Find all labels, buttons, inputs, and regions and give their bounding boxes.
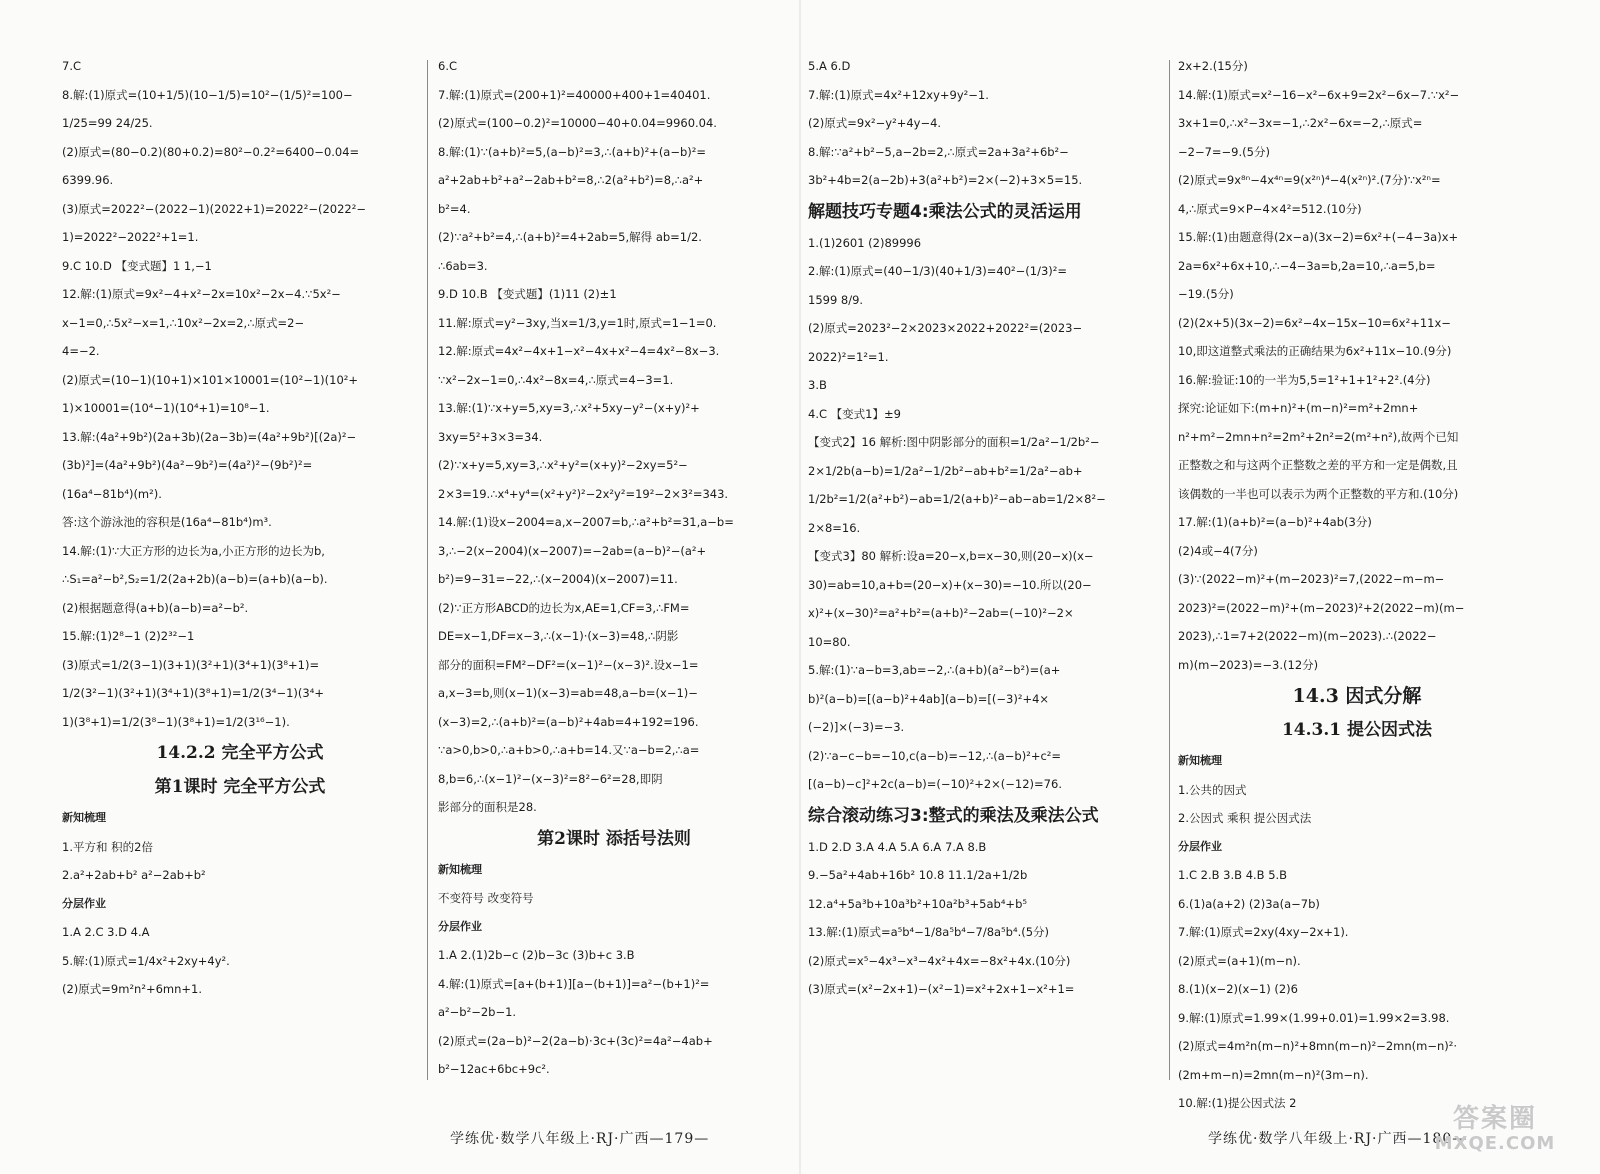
answer-line: (2)∵正方形ABCD的边长为x,AE=1,CF=3,∴FM= [438, 600, 690, 615]
answer-line: (2)原式=(80−0.2)(80+0.2)=80²−0.2²=6400−0.04= [62, 144, 360, 159]
answer-line: (2)原式=(10−1)(10+1)×101×10001=(10²−1)(10²+ [62, 372, 359, 387]
answer-line: 7.C [62, 59, 82, 73]
answer-line: 5.解:(1)原式=1/4x²+2xy+4y². [62, 953, 230, 968]
answer-line: 13.解:(4a²+9b²)(2a+3b)(2a−3b)=(4a²+9b²)[(2a)²− [62, 429, 357, 444]
answer-line: b²=4. [438, 201, 471, 216]
watermark-url: MXQE.COM [1434, 1133, 1556, 1154]
answer-line: (2)∵a²+b²=4,∴(a+b)²=4+2ab=5,解得 ab=1/2. [438, 230, 702, 244]
answer-line: 1/2b²=1/2(a²+b²)−ab=1/2(a+b)²−ab−ab=1/2×8²− [808, 492, 1106, 506]
answer-line: 14.解:(1)原式=x²−16−x²−6x+9=2x²−6x−7.∵x²− [1178, 87, 1460, 102]
answer-line: (3)原式=1/2(3−1)(3+1)(3²+1)(3⁴+1)(3⁸+1)= [62, 657, 320, 672]
section-label: 分层作业 [438, 919, 482, 933]
answer-line: a,x−3=b,则(x−1)(x−3)=ab=48,a−b=(x−1)− [438, 686, 698, 700]
answer-line: 1.公共的因式 [1178, 782, 1247, 797]
answer-line: 10.解:(1)提公因式法 2 [1178, 1096, 1297, 1110]
section-label: 新知梳理 [438, 862, 482, 876]
answer-line: (2)∵x+y=5,xy=3,∴x²+y²=(x+y)²−2xy=5²− [438, 458, 688, 472]
answer-line: 15.解:(1)由题意得(2x−a)(3x−2)=6x²+(−4−3a)x+ [1178, 230, 1459, 244]
answer-line: 1)=2022²−2022²+1=1. [62, 230, 199, 244]
answer-line: 10=80. [808, 634, 851, 649]
answer-line: 正整数之和与这两个正整数之差的平方和一定是偶数,且 [1178, 458, 1458, 472]
answer-line: 7.解:(1)原式=2xy(4xy−2x+1). [1178, 925, 1349, 939]
answer-line: 8.解:∵a²+b²−5,a−2b=2,∴原式=2a+3a²+6b²− [808, 144, 1069, 159]
answer-column-2 [438, 52, 790, 1102]
answer-line: 2×1/2b(a−b)=1/2a²−1/2b²−ab+b²=1/2a²−ab+ [808, 463, 1083, 478]
section-label: 新知梳理 [1178, 754, 1222, 767]
answer-line: 3b²+4b=2(a−2b)+3(a²+b²)=2×(−2)+3×5=15. [808, 173, 1083, 187]
answer-line: 探究:论证如下:(m+n)²+(m−n)²=m²+2mn+ [1178, 401, 1419, 415]
answer-line: 1)×10001=(10⁴−1)(10⁴+1)=10⁸−1. [62, 401, 270, 415]
answer-line: (3)原式=2022²−(2022−1)(2022+1)=2022²−(2022²− [62, 201, 366, 216]
answer-line: DE=x−1,DF=x−3,∴(x−1)·(x−3)=48,∴阴影 [438, 629, 679, 643]
answer-line: 11.解:原式=y²−3xy,当x=1/3,y=1时,原式=1−1=0. [438, 315, 717, 330]
answer-line: 1.(1)2601 (2)89996 [808, 235, 922, 250]
answer-line: 7.解:(1)原式=4x²+12xy+9y²−1. [808, 87, 989, 102]
answer-line: ∴6ab=3. [438, 258, 488, 273]
section-label: 分层作业 [62, 896, 106, 910]
answer-line: 6.(1)a(a+2) (2)3a(a−7b) [1178, 896, 1320, 911]
answer-line: 30)=ab=10,a+b=(20−x)+(x−30)=−10.所以(20− [808, 577, 1092, 592]
section-heading: 14.3.1 提公因式法 [1281, 720, 1433, 740]
page-footer-left: 学练优·数学八年级上·RJ·广西—179— [450, 1131, 710, 1147]
answer-line: (2)原式=(a+1)(m−n). [1178, 953, 1301, 968]
answer-line: a²+2ab+b²+a²−2ab+b²=8,∴2(a²+b²)=8,∴a²+ [438, 173, 704, 187]
answer-line: 1599 8/9. [808, 292, 864, 307]
answer-line: 1.A 2.C 3.D 4.A [62, 925, 150, 939]
watermark-text: 答案圈 [1452, 1104, 1537, 1134]
answer-line: 1.平方和 积的2倍 [62, 839, 153, 854]
answer-line: x)²+(x−30)²=a²+b²=(a+b)²−2ab=(−10)²−2× [808, 606, 1074, 620]
answer-line: 1.C 2.B 3.B 4.B 5.B [1178, 868, 1288, 882]
answer-line: 2a=6x²+6x+10,∴−4−3a=b,2a=10,∴a=5,b= [1178, 258, 1436, 273]
answer-line: b)²(a−b)=[(a−b)²+4ab](a−b)=[(−3)²+4× [808, 691, 1050, 706]
answer-line: 1/25=99 24/25. [62, 116, 153, 130]
answer-line: 8.(1)(x−2)(x−1) (2)6 [1178, 982, 1298, 996]
answer-line: 4,∴原式=9×P−4×4²=512.(10分) [1178, 201, 1362, 216]
answer-line: (2m+m−n)=2mn(m−n)²(3m−n). [1178, 1067, 1369, 1082]
special-topic-heading: 解题技巧专题4:乘法公式的灵活运用 [808, 201, 1082, 222]
answer-line: 9.C 10.D 【变式题】1 1,−1 [62, 258, 212, 273]
column-divider [1169, 60, 1170, 1080]
section-heading: 14.3 因式分解 [1292, 685, 1422, 707]
answer-line: (2)原式=9x⁸ⁿ−4x⁴ⁿ=9(x²ⁿ)⁴−4(x²ⁿ)².(7分)∵x²ⁿ= [1178, 173, 1441, 187]
answer-line: 【变式2】16 解析:图中阴影部分的面积=1/2a²−1/2b²− [808, 435, 1100, 449]
answer-column-3 [808, 52, 1164, 1102]
answer-line: 【变式3】80 解析:设a=20−x,b=x−30,则(20−x)(x− [808, 549, 1094, 563]
answer-line: 3x+1=0,∴x²−3x=−1,∴2x²−6x=−2,∴原式= [1178, 116, 1423, 130]
answer-line: 14.解:(1)∵大正方形的边长为a,小正方形的边长为b, [62, 543, 325, 558]
answer-line: 8.解:(1)∵(a+b)²=5,(a−b)²=3,∴(a+b)²+(a−b)²= [438, 144, 707, 159]
answer-line: 9.D 10.B 【变式题】(1)11 (2)±1 [438, 287, 617, 301]
answer-line: (2)原式=(2a−b)²−2(2a−b)·3c+(3c)²=4a²−4ab+ [438, 1033, 713, 1048]
column-divider [427, 60, 428, 1080]
answer-line: 2022)²=1²=1. [808, 349, 889, 364]
answer-line: 部分的面积=FM²−DF²=(x−1)²−(x−3)².设x−1= [438, 657, 699, 672]
answer-line: 4.解:(1)原式=[a+(b+1)][a−(b+1)]=a²−(b+1)²= [438, 976, 710, 991]
answer-line: ∴S₁=a²−b²,S₂=1/2(2a+2b)(a−b)=(a+b)(a−b). [62, 572, 328, 586]
answer-line: (2)4或−4(7分) [1178, 543, 1258, 558]
answer-line: 2×3=19.∴x⁴+y⁴=(x²+y²)²−2x²y²=19²−2×3²=343. [438, 486, 729, 501]
page-footer-right: 学练优·数学八年级上·RJ·广西—180— [1208, 1131, 1468, 1147]
answer-line: (2)原式=9m²n²+6mn+1. [62, 982, 203, 996]
answer-line: (2)原式=2023²−2×2023×2022+2022²=(2023− [808, 321, 1083, 335]
answer-line: 6399.96. [62, 173, 114, 187]
section-label: 分层作业 [1178, 839, 1222, 853]
answer-line: ∵x²−2x−1=0,∴4x²−8x=4,∴原式=4−3=1. [438, 372, 674, 387]
answer-column-4 [1178, 52, 1536, 1110]
watermark-logo [1420, 1104, 1570, 1154]
answer-line: 9.解:(1)原式=1.99×(1.99+0.01)=1.99×2=3.98. [1178, 1010, 1450, 1025]
answer-line: 1.A 2.(1)2b−c (2)b−3c (3)b+c 3.B [438, 948, 635, 962]
answer-line: 2×8=16. [808, 520, 861, 535]
answer-line: 影部分的面积是28. [438, 800, 537, 814]
answer-line: (3)∵(2022−m)²+(m−2023)²=7,(2022−m−m− [1178, 572, 1445, 586]
answer-line: 10,即这道整式乘法的正确结果为6x²+11x−10.(9分) [1178, 344, 1452, 358]
answer-line: 2x+2.(15分) [1178, 59, 1248, 73]
answer-line: 15.解:(1)2⁸−1 (2)2³²−1 [62, 629, 195, 643]
answer-line: 8.解:(1)原式=(10+1/5)(10−1/5)=10²−(1/5)²=100− [62, 87, 353, 102]
answer-line: 2023),∴1=7+2(2022−m)(m−2023).∴(2022− [1178, 629, 1437, 643]
answer-line: 2023)²=(2022−m)²+(m−2023)²+2(2022−m)(m− [1178, 600, 1465, 615]
answer-line: −19.(5分) [1178, 287, 1234, 301]
section-label: 新知梳理 [62, 811, 106, 824]
answer-line: a²−b²−2b−1. [438, 1005, 517, 1019]
answer-line: 3,∴−2(x−2004)(x−2007)=−2ab=(a−b)²−(a²+ [438, 543, 707, 558]
answer-line: 4=−2. [62, 344, 100, 358]
answer-line: 1.D 2.D 3.A 4.A 5.A 6.A 7.A 8.B [808, 839, 987, 854]
answer-line: 3xy=5²+3×3=34. [438, 429, 543, 444]
answer-line: 14.解:(1)设x−2004=a,x−2007=b,∴a²+b²=31,a−b= [438, 515, 734, 529]
answer-line: 答:这个游泳池的容积是(16a⁴−81b⁴)m³. [62, 515, 272, 529]
answer-line: (16a⁴−81b⁴)(m²). [62, 486, 162, 501]
answer-line: (x−3)=2,∴(a+b)²=(a−b)²+4ab=4+192=196. [438, 714, 699, 729]
answer-line: 9.−5a²+4ab+16b² 10.8 11.1/2a+1/2b [808, 868, 1028, 882]
answer-column-1 [62, 52, 418, 1102]
answer-line: 1/2(3²−1)(3²+1)(3⁴+1)(3⁸+1)=1/2(3⁴−1)(3⁴+ [62, 686, 324, 700]
answer-line: 1)(3⁸+1)=1/2(3⁸−1)(3⁸+1)=1/2(3¹⁶−1). [62, 714, 290, 729]
answer-line: 12.a⁴+5a³b+10a³b²+10a²b³+5ab⁴+b⁵ [808, 896, 1027, 911]
answer-line: 该偶数的一半也可以表示为两个正整数的平方和.(10分) [1178, 486, 1459, 501]
answer-line: 13.解:(1)∵x+y=5,xy=3,∴x²+5xy−y²−(x+y)²+ [438, 401, 700, 415]
answer-line: 16.解:验证:10的一半为5,5=1²+1+1²+2².(4分) [1178, 372, 1431, 387]
answer-line: 12.解:原式=4x²−4x+1−x²−4x+x²−4=4x²−8x−3. [438, 344, 720, 358]
answer-line: (3)原式=(x²−2x+1)−(x²−1)=x²+2x+1−x²+1= [808, 982, 1075, 996]
answer-line: 不变符号 改变符号 [438, 891, 534, 905]
answer-line: 13.解:(1)原式=a⁵b⁴−1/8a⁵b⁴−7/8a⁵b⁴.(5分) [808, 925, 1050, 939]
answer-line: (2)根据题意得(a+b)(a−b)=a²−b². [62, 600, 249, 615]
answer-line: m)(m−2023)=−3.(12分) [1178, 657, 1319, 672]
answer-line: (2)∵a−c−b=−10,c(a−b)=−12,∴(a−b)²+c²= [808, 748, 1062, 763]
answer-line: (2)原式=x⁵−4x³−x³−4x²+4x=−8x²+4x.(10分) [808, 953, 1071, 968]
answer-line: n²+m²−2mn+n²=2m²+2n²=2(m²+n²),故两个已知 [1178, 429, 1459, 444]
answer-line: x−1=0,∴5x²−x=1,∴10x²−2x=2,∴原式=2− [62, 315, 305, 330]
answer-line: 2.a²+2ab+b² a²−2ab+b² [62, 868, 206, 882]
answer-line: b²−12ac+6bc+9c². [438, 1062, 550, 1076]
right-page [800, 0, 1600, 1174]
answer-line: (2)(2x+5)(3x−2)=6x²−4x−15x−10=6x²+11x− [1178, 315, 1451, 330]
answer-line: (2)原式=(100−0.2)²=10000−40+0.04=9960.04. [438, 116, 717, 130]
answer-line: 4.C 【变式1】±9 [808, 406, 901, 421]
section-heading: 第2课时 添括号法则 [537, 828, 691, 849]
answer-line: 8,b=6,∴(x−1)²−(x−3)²=8²−6²=28,即阴 [438, 771, 663, 786]
special-topic-heading: 综合滚动练习3:整式的乘法及乘法公式 [808, 805, 1099, 826]
answer-line: 12.解:(1)原式=9x²−4+x²−2x=10x²−2x−4.∵5x²− [62, 287, 341, 301]
answer-line: ∵a>0,b>0,∴a+b>0,∴a+b=14.又∵a−b=2,∴a= [438, 743, 700, 757]
answer-line: 17.解:(1)(a+b)²=(a−b)²+4ab(3分) [1178, 515, 1372, 529]
section-heading: 第1课时 完全平方公式 [154, 777, 326, 797]
answer-line: [(a−b)−c]²+2c(a−b)=(−10)²+2×(−12)=76. [808, 777, 1062, 791]
answer-line: 7.解:(1)原式=(200+1)²=40000+400+1=40401. [438, 87, 711, 102]
answer-line: (−2)]×(−3)=−3. [808, 720, 905, 734]
answer-line: (2)原式=9x²−y²+4y−4. [808, 116, 942, 130]
answer-line: b²)=9−31=−22,∴(x−2004)(x−2007)=11. [438, 572, 678, 586]
answer-line: 2.公因式 乘积 提公因式法 [1178, 811, 1312, 825]
answer-line: −2−7=−9.(5分) [1178, 144, 1270, 159]
answer-line: (2)原式=4m²n(m−n)²+8mn(m−n)²−2mn(m−n)²· [1178, 1039, 1458, 1053]
answer-line: 5.解:(1)∵a−b=3,ab=−2,∴(a+b)(a²−b²)=(a+ [808, 663, 1061, 677]
answer-line: 5.A 6.D [808, 59, 851, 73]
answer-line: 3.B [808, 378, 827, 392]
answer-line: 6.C [438, 59, 458, 73]
answer-line: (3b)²]=(4a²+9b²)(4a²−9b²)=(4a²)²−(9b²)²= [62, 458, 313, 472]
answer-line: 2.解:(1)原式=(40−1/3)(40+1/3)=40²−(1/3)²= [808, 264, 1068, 278]
section-heading: 14.2.2 完全平方公式 [156, 743, 324, 763]
